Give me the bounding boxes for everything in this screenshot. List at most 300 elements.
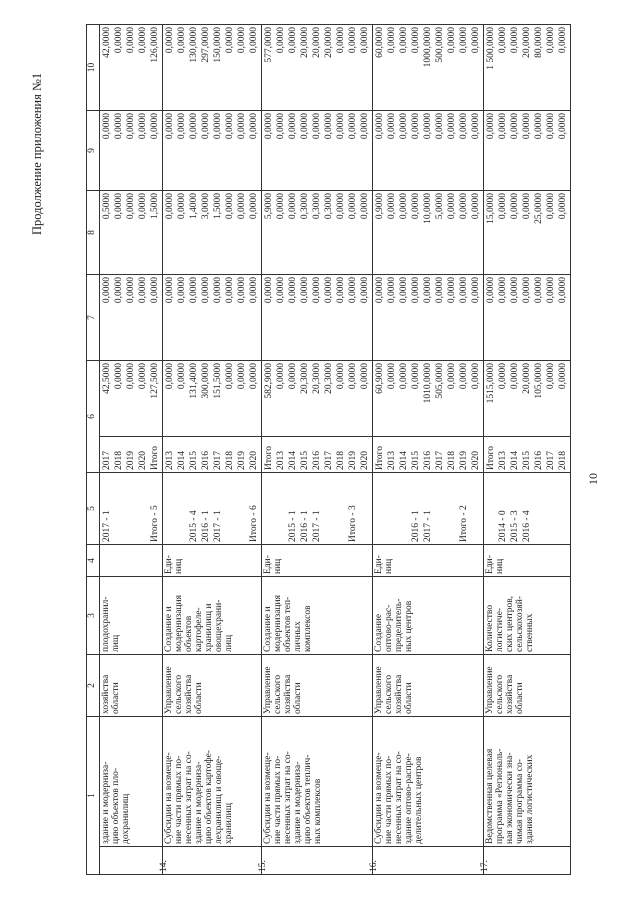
measure-name-line: здание оптово-распре- — [404, 753, 414, 844]
measure-name-line: Субсидии на возмеще- — [374, 752, 384, 844]
target-value-line — [374, 475, 386, 542]
local-amount-line: 0,0000 — [348, 113, 358, 140]
measure-name-cell — [163, 717, 262, 847]
indicator-line: лищ — [224, 634, 234, 652]
federal-amount-line: 0,0000 — [177, 277, 187, 304]
target-value-line — [446, 475, 458, 542]
federal-amount-line: 0,0000 — [486, 277, 496, 304]
target-value-line — [113, 475, 125, 542]
indicator-line: хранилищ и — [204, 603, 214, 652]
total-amount-line: 105,0000 — [534, 363, 544, 399]
regional-amount-cell — [484, 191, 571, 275]
target-value-line — [137, 475, 149, 542]
extra-amount-line: 0,0000 — [126, 27, 136, 54]
federal-amount-line: 0,0000 — [249, 277, 259, 304]
header-cell: 2 — [87, 655, 100, 717]
total-amount-line: 20,0000 — [522, 363, 532, 394]
local-amount-line: 0,0000 — [264, 113, 274, 140]
total-amount-line: 0,0000 — [471, 363, 481, 390]
extra-amount-line: 0,0000 — [276, 27, 286, 54]
header-cell: 7 — [87, 275, 100, 361]
federal-amount-line: 0,0000 — [423, 277, 433, 304]
target-value-line — [386, 475, 398, 542]
extra-amount-line: 42,0000 — [102, 27, 112, 58]
row-number-cell: 14. — [163, 847, 262, 875]
year-line: 2018 — [447, 451, 457, 470]
regional-amount-line: 0,5000 — [102, 193, 112, 220]
year-line: Итого — [150, 445, 160, 470]
target-value-line — [164, 475, 176, 542]
target-value-line: Итого - 3 — [348, 505, 358, 542]
regional-amount-line: 0,3000 — [300, 193, 310, 220]
local-amount-line: 0,0000 — [336, 113, 346, 140]
federal-amount-line: 0,0000 — [498, 277, 508, 304]
executor-line: области — [194, 682, 204, 714]
regional-amount-line: 0,0000 — [288, 193, 298, 220]
regional-amount-line: 0,0000 — [411, 193, 421, 220]
extra-amount-line: 297,0000 — [201, 27, 211, 63]
indicator-line: оптово-рас- — [384, 604, 394, 652]
indicator-cell — [484, 577, 571, 655]
indicator-line: объектов теп- — [283, 596, 293, 652]
table-row — [373, 25, 484, 875]
executor-line: сельского — [273, 674, 283, 714]
indicator-line: модернизация — [273, 595, 283, 652]
year-line: 2016 — [201, 451, 211, 470]
measure-name-line: несенных затрат на со- — [283, 751, 293, 844]
extra-amount-cell — [484, 25, 571, 111]
measure-name-line: ние части прямых по- — [174, 755, 184, 844]
target-value-line: 2015 - 3 — [510, 510, 520, 542]
local-amount-line: 0,0000 — [411, 113, 421, 140]
federal-amount-line: 0,0000 — [288, 277, 298, 304]
extra-amount-line: 0,0000 — [411, 27, 421, 54]
local-amount-line: 0,0000 — [324, 113, 334, 140]
local-amount-line: 0,0000 — [435, 113, 445, 140]
regional-amount-line: 0,0000 — [237, 193, 247, 220]
year-line: 2019 — [237, 451, 247, 470]
total-amount-line: 0,0000 — [387, 363, 397, 390]
regional-amount-line: 0,0000 — [510, 193, 520, 220]
extra-amount-line: 0,0000 — [360, 27, 370, 54]
indicator-line: ских центров, — [505, 595, 515, 652]
extra-amount-line: 500,0000 — [435, 27, 445, 63]
indicator-line: пределитель- — [394, 598, 404, 652]
year-line: 2017 — [213, 451, 223, 470]
target-value-line — [485, 475, 497, 542]
unit-line: ниц — [273, 558, 283, 574]
year-line: 2017 — [324, 451, 334, 470]
federal-amount-cell — [373, 275, 484, 361]
year-line: 2019 — [459, 451, 469, 470]
table-body — [100, 25, 571, 875]
target-value-cell — [373, 473, 484, 545]
total-amount-line: 505,0000 — [435, 363, 445, 399]
target-value-line: 2016 - 4 — [522, 510, 532, 542]
regional-amount-line: 1,4000 — [189, 193, 199, 220]
measure-name-line: делительных центров — [414, 756, 424, 844]
unit-cell — [100, 545, 163, 577]
federal-amount-line: 0,0000 — [312, 277, 322, 304]
total-amount-cell — [484, 361, 571, 437]
year-line: 2018 — [114, 451, 124, 470]
extra-amount-line: 0,0000 — [177, 27, 187, 54]
indicator-cell — [163, 577, 262, 655]
target-value-line — [224, 475, 236, 542]
executor-cell — [484, 655, 571, 717]
year-line: 2020 — [360, 451, 370, 470]
year-line: Итого — [264, 445, 274, 470]
federal-amount-line: 0,0000 — [201, 277, 211, 304]
total-amount-line: 1010,0000 — [423, 363, 433, 404]
federal-amount-line: 0,0000 — [387, 277, 397, 304]
extra-amount-line: 20,0000 — [522, 27, 532, 58]
year-line: 2015 — [189, 451, 199, 470]
executor-cell — [163, 655, 262, 717]
extra-amount-cell — [163, 25, 262, 111]
extra-amount-line: 0,0000 — [237, 27, 247, 54]
year-line: 2014 — [177, 451, 187, 470]
regional-amount-cell — [262, 191, 373, 275]
row-number-cell — [100, 847, 163, 875]
local-amount-line: 0,0000 — [471, 113, 481, 140]
federal-amount-line: 0,0000 — [522, 277, 532, 304]
federal-amount-line: 0,0000 — [411, 277, 421, 304]
extra-amount-line: 1 500,0000 — [486, 27, 496, 70]
extra-amount-line: 0,0000 — [447, 27, 457, 54]
measure-name-cell — [100, 717, 163, 847]
federal-amount-line: 0,0000 — [237, 277, 247, 304]
regional-amount-cell — [163, 191, 262, 275]
regional-amount-line: 0,0000 — [177, 193, 187, 220]
federal-amount-line: 0,0000 — [264, 277, 274, 304]
total-amount-line: 0,0000 — [138, 363, 148, 390]
row-number-cell: 15. — [262, 847, 373, 875]
extra-amount-line: 0,0000 — [249, 27, 259, 54]
total-amount-line: 0,0000 — [249, 363, 259, 390]
local-amount-cell — [262, 111, 373, 191]
executor-line: Управление — [485, 666, 495, 714]
header-cell: 5 — [87, 473, 100, 545]
extra-amount-line: 1000,0000 — [423, 27, 433, 68]
federal-amount-line: 0,0000 — [114, 277, 124, 304]
regional-amount-line: 0,0000 — [471, 193, 481, 220]
federal-amount-line: 0,0000 — [165, 277, 175, 304]
year-line: 2017 — [435, 451, 445, 470]
row-number-cell: 16. — [373, 847, 484, 875]
indicator-line: Количество — [485, 604, 495, 652]
local-amount-line: 0,0000 — [360, 113, 370, 140]
extra-amount-line: 150,0000 — [213, 27, 223, 63]
unit-line: Еди- — [374, 555, 384, 574]
regional-amount-line: 0,0000 — [348, 193, 358, 220]
total-amount-line: 0,0000 — [126, 363, 136, 390]
target-value-line: 2016 - 1 — [201, 510, 211, 542]
local-amount-line: 0,0000 — [447, 113, 457, 140]
unit-cell — [484, 545, 571, 577]
federal-amount-line: 0,0000 — [138, 277, 148, 304]
extra-amount-cell — [262, 25, 373, 111]
header-cell: 9 — [87, 111, 100, 191]
page-number: 10 — [586, 473, 600, 485]
total-amount-line: 0,0000 — [447, 363, 457, 390]
target-value-line — [125, 475, 137, 542]
target-value-line: 2016 - 1 — [300, 510, 310, 542]
federal-amount-line: 0,0000 — [459, 277, 469, 304]
budget-table — [86, 24, 571, 875]
regional-amount-line: 3,0000 — [201, 193, 211, 220]
federal-amount-cell — [262, 275, 373, 361]
indicator-line: модернизация — [174, 595, 184, 652]
regional-amount-line: 5,9000 — [264, 193, 274, 220]
total-amount-line: 42,5000 — [102, 363, 112, 394]
table-row — [163, 25, 262, 875]
year-line: 2015 — [300, 451, 310, 470]
local-amount-line: 0,0000 — [300, 113, 310, 140]
federal-amount-line: 0,0000 — [276, 277, 286, 304]
local-amount-cell — [163, 111, 262, 191]
extra-amount-line: 80,0000 — [534, 27, 544, 58]
federal-amount-line: 0,0000 — [324, 277, 334, 304]
regional-amount-line: 0,0000 — [138, 193, 148, 220]
federal-amount-line: 0,0000 — [336, 277, 346, 304]
total-amount-line: 0,0000 — [336, 363, 346, 390]
measure-name-line: несенных затрат на со- — [394, 751, 404, 844]
local-amount-line: 0,0000 — [387, 113, 397, 140]
federal-amount-line: 0,0000 — [213, 277, 223, 304]
year-line: Итого — [486, 445, 496, 470]
header-cell: 6 — [87, 361, 100, 473]
federal-amount-line: 0,0000 — [102, 277, 112, 304]
executor-line: сельского — [174, 674, 184, 714]
total-amount-line: 131,4000 — [189, 363, 199, 399]
local-amount-line: 0,0000 — [189, 113, 199, 140]
total-amount-line: 300,0000 — [201, 363, 211, 399]
year-cell — [262, 437, 373, 473]
unit-line: ниц — [174, 558, 184, 574]
regional-amount-line: 0,0000 — [360, 193, 370, 220]
measure-name-line: цию объектов пло- — [111, 768, 121, 844]
measure-name-line: хранилищ — [224, 802, 234, 844]
extra-amount-line: 0,0000 — [348, 27, 358, 54]
extra-amount-line: 0,0000 — [336, 27, 346, 54]
indicator-line: сельскохозяй- — [515, 596, 525, 652]
target-value-line — [275, 475, 287, 542]
measure-name-cell — [484, 717, 571, 847]
regional-amount-line: 5,0000 — [435, 193, 445, 220]
local-amount-line: 0,0000 — [276, 113, 286, 140]
indicator-cell — [262, 577, 373, 655]
target-value-line: 2017 - 1 — [102, 510, 112, 542]
measure-name-line: ных комплексов — [313, 778, 323, 844]
table-row — [262, 25, 373, 875]
total-amount-line: 127,5000 — [150, 363, 160, 399]
year-cell — [373, 437, 484, 473]
total-amount-line: 0,0000 — [558, 363, 568, 390]
target-value-line — [398, 475, 410, 542]
federal-amount-line: 0,0000 — [471, 277, 481, 304]
extra-amount-line: 0,0000 — [288, 27, 298, 54]
local-amount-line: 0,0000 — [288, 113, 298, 140]
measure-name-cell — [373, 717, 484, 847]
target-value-line: 2017 - 1 — [423, 510, 433, 542]
local-amount-line: 0,0000 — [498, 113, 508, 140]
federal-amount-line: 0,0000 — [150, 277, 160, 304]
unit-line: ниц — [495, 558, 505, 574]
indicator-cell — [373, 577, 484, 655]
year-line: 2018 — [558, 451, 568, 470]
total-amount-cell — [373, 361, 484, 437]
measure-name-line: цию объектов теплич- — [303, 754, 313, 844]
extra-amount-line: 0,0000 — [471, 27, 481, 54]
total-amount-line: 0,0000 — [114, 363, 124, 390]
year-line: 2013 — [165, 451, 175, 470]
extra-amount-line: 126,0000 — [150, 27, 160, 63]
local-amount-line: 0,0000 — [423, 113, 433, 140]
federal-amount-line: 0,0000 — [399, 277, 409, 304]
measure-name-line: здание и модерниза- — [194, 761, 204, 844]
local-amount-line: 0,0000 — [546, 113, 556, 140]
indicator-line: Создание — [374, 613, 384, 652]
continuation-title: Продолжение приложения №1 — [30, 72, 44, 235]
indicator-line: комплексов — [303, 605, 313, 652]
measure-name-line: цию объектов картофе- — [204, 750, 214, 844]
local-amount-line: 0,0000 — [249, 113, 259, 140]
measure-name-line: ние части прямых по- — [384, 755, 394, 844]
total-amount-line: 0,0000 — [411, 363, 421, 390]
regional-amount-line: 10,0000 — [423, 193, 433, 224]
extra-amount-line: 0,0000 — [510, 27, 520, 54]
federal-amount-cell — [484, 275, 571, 361]
regional-amount-line: 0,0000 — [114, 193, 124, 220]
regional-amount-line: 0,0000 — [522, 193, 532, 220]
year-cell — [484, 437, 571, 473]
measure-name-line: здания логистических — [525, 754, 535, 844]
regional-amount-line: 0,0000 — [447, 193, 457, 220]
local-amount-line: 0,0000 — [213, 113, 223, 140]
extra-amount-line: 20,0000 — [300, 27, 310, 58]
local-amount-line: 0,0000 — [237, 113, 247, 140]
executor-line: сельского — [384, 674, 394, 714]
target-value-cell — [484, 473, 571, 545]
federal-amount-line: 0,0000 — [435, 277, 445, 304]
year-line: 2020 — [138, 451, 148, 470]
target-value-line — [434, 475, 446, 542]
total-amount-line: 0,0000 — [225, 363, 235, 390]
total-amount-line: 0,0000 — [459, 363, 469, 390]
header-cell: 3 — [87, 577, 100, 655]
executor-line: сельского — [495, 674, 505, 714]
local-amount-line: 0,0000 — [534, 113, 544, 140]
federal-amount-line: 0,0000 — [360, 277, 370, 304]
extra-amount-line: 0,0000 — [387, 27, 397, 54]
year-line: 2015 — [522, 451, 532, 470]
extra-amount-line: 20,0000 — [324, 27, 334, 58]
target-value-line: 2017 - 1 — [213, 510, 223, 542]
total-amount-line: 582,9000 — [264, 363, 274, 399]
executor-line: Управление — [263, 666, 273, 714]
federal-amount-line: 0,0000 — [225, 277, 235, 304]
target-value-line — [236, 475, 248, 542]
total-amount-line: 1515,0000 — [486, 363, 496, 404]
row-number-cell: 17. — [484, 847, 571, 875]
target-value-line: Итого - 6 — [249, 505, 259, 542]
header-cell: 8 — [87, 191, 100, 275]
year-line: 2016 — [423, 451, 433, 470]
regional-amount-line: 0,0000 — [225, 193, 235, 220]
year-line: 2014 — [510, 451, 520, 470]
regional-amount-line: 25,0000 — [534, 193, 544, 224]
indicator-line: объектов — [184, 615, 194, 652]
local-amount-line: 0,0000 — [165, 113, 175, 140]
total-amount-cell — [163, 361, 262, 437]
extra-amount-line: 0,0000 — [165, 27, 175, 54]
regional-amount-line: 0,0000 — [276, 193, 286, 220]
unit-line: Еди- — [164, 555, 174, 574]
total-amount-line: 151,5000 — [213, 363, 223, 399]
indicator-line: Создание и — [263, 606, 273, 652]
federal-amount-line: 0,0000 — [300, 277, 310, 304]
year-line: 2018 — [336, 451, 346, 470]
executor-cell — [373, 655, 484, 717]
total-amount-line: 0,0000 — [288, 363, 298, 390]
target-value-line: Итого - 2 — [459, 505, 469, 542]
regional-amount-cell — [373, 191, 484, 275]
federal-amount-line: 0,0000 — [447, 277, 457, 304]
total-amount-line: 0,0000 — [399, 363, 409, 390]
target-value-line: Итого - 5 — [150, 505, 160, 542]
federal-amount-line: 0,0000 — [546, 277, 556, 304]
measure-name-line: ная экономически зна- — [505, 752, 515, 844]
local-amount-cell — [100, 111, 163, 191]
year-line: 2020 — [249, 451, 259, 470]
total-amount-line: 0,0000 — [360, 363, 370, 390]
local-amount-line: 0,0000 — [177, 113, 187, 140]
federal-amount-line: 0,0000 — [375, 277, 385, 304]
target-value-line: 2014 - 0 — [498, 510, 508, 542]
federal-amount-line: 0,0000 — [189, 277, 199, 304]
regional-amount-line: 0,3000 — [324, 193, 334, 220]
year-cell — [163, 437, 262, 473]
unit-line: Еди- — [263, 555, 273, 574]
header-cell: 10 — [87, 25, 100, 111]
table-row — [484, 25, 571, 875]
regional-amount-line: 0,3000 — [312, 193, 322, 220]
year-line: 2016 — [312, 451, 322, 470]
regional-amount-line: 0,0000 — [498, 193, 508, 220]
extra-amount-line: 0,0000 — [399, 27, 409, 54]
regional-amount-line: 0,9000 — [375, 193, 385, 220]
extra-amount-line: 0,0000 — [498, 27, 508, 54]
target-value-line: 2016 - 1 — [411, 510, 421, 542]
regional-amount-line: 0,0000 — [546, 193, 556, 220]
year-line: 2014 — [399, 451, 409, 470]
measure-name-line: Субсидии на возмеще- — [263, 752, 273, 844]
header-cell: 1 — [87, 717, 100, 875]
table-row — [100, 25, 163, 875]
target-value-line — [335, 475, 347, 542]
total-amount-line: 0,0000 — [276, 363, 286, 390]
local-amount-line: 0,0000 — [138, 113, 148, 140]
extra-amount-line: 0,0000 — [558, 27, 568, 54]
measure-name-line: Ведомственная целевая — [485, 748, 495, 844]
local-amount-cell — [484, 111, 571, 191]
federal-amount-line: 0,0000 — [348, 277, 358, 304]
extra-amount-line: 20,0000 — [312, 27, 322, 58]
local-amount-line: 0,0000 — [150, 113, 160, 140]
local-amount-line: 0,0000 — [486, 113, 496, 140]
extra-amount-line: 0,0000 — [546, 27, 556, 54]
